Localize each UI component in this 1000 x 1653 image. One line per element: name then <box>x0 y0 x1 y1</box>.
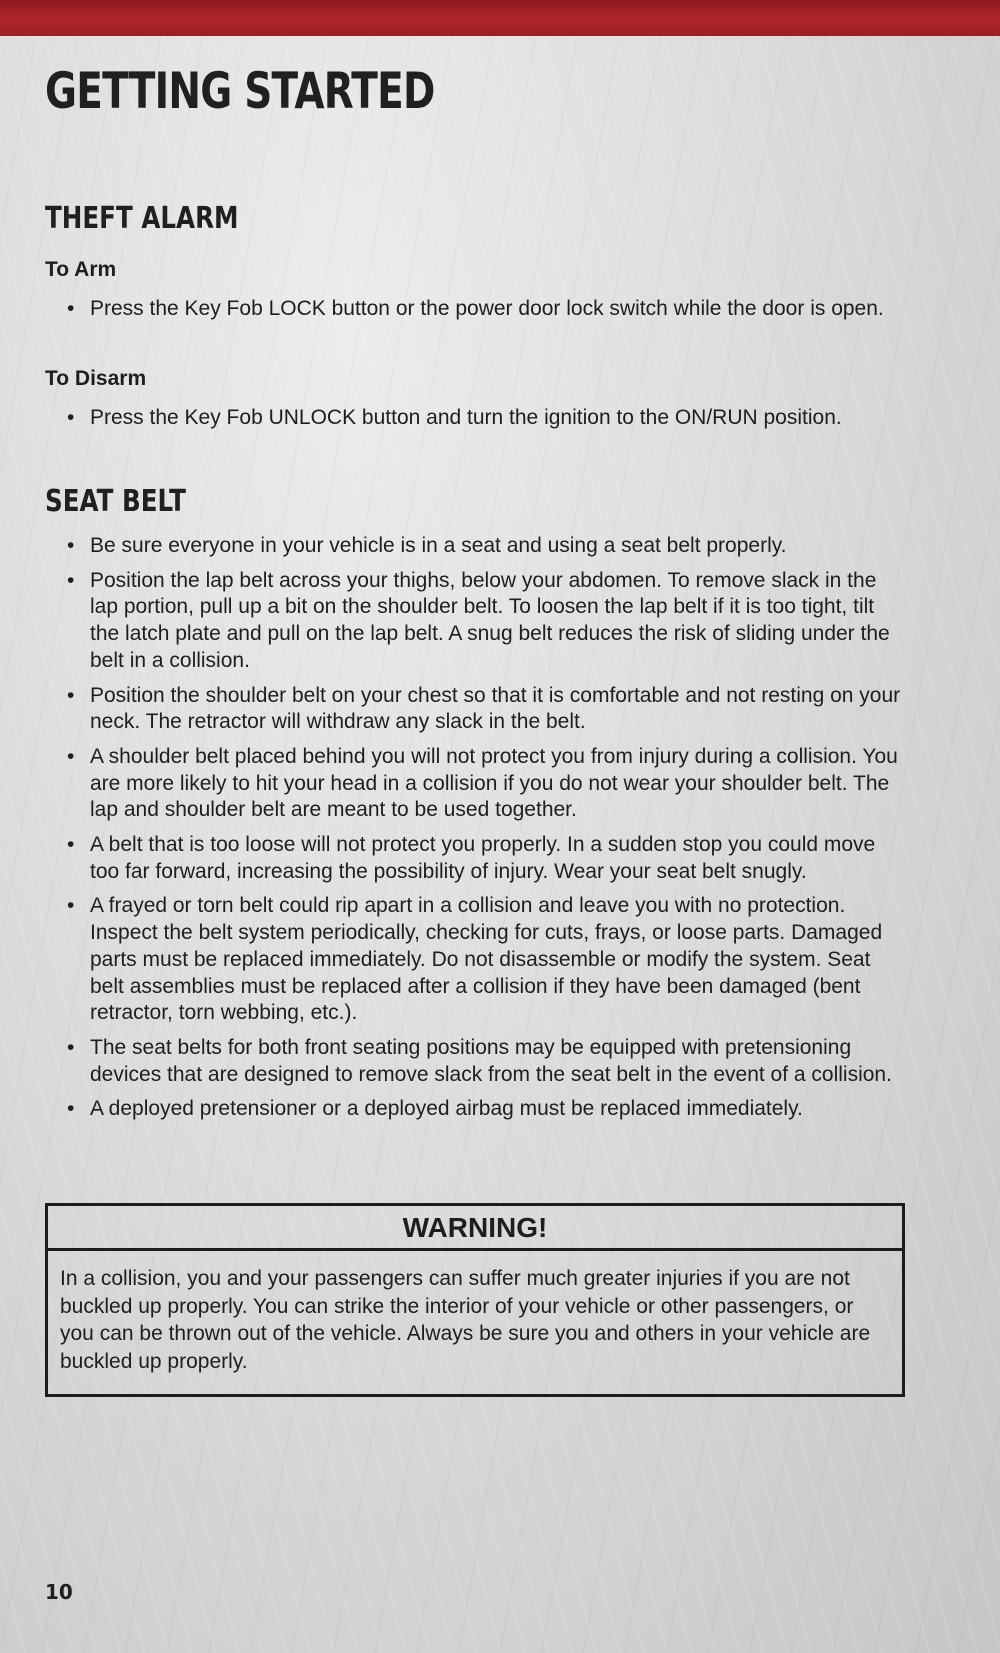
seat-belt-list <box>45 533 905 1131</box>
page-title: GETTING STARTED <box>45 62 435 120</box>
warning-text: In a collision, you and your passengers can suffer much greater injuries if you are not buckled up properly. You can strike the interior of your vehicle or other passengers, or you can be thrown out of the vehicle. Always be sure you and others in your vehicle are buckled up properly. <box>60 1267 871 1373</box>
subheading-to-disarm: To Disarm <box>45 367 147 390</box>
list-item: • Be sure everyone in your vehicle is in a seat and using a seat belt properly. <box>45 533 905 560</box>
list-item: • Press the Key Fob LOCK button or the power door lock switch while the door is open. <box>45 296 905 323</box>
list-item: • Position the lap belt across your thighs, below your abdomen. To remove slack in the lap portion, pull up a bit on the shoulder belt. To loosen the lap belt if it is too tight, tilt the latch plate and pull on the lap belt. A snug belt reduces the risk of sliding under the belt in a collision. <box>45 568 905 675</box>
page-number: 10 <box>45 1580 73 1604</box>
list-item: • The seat belts for both front seating positions may be equipped with pretensioning devices that are designed to remove slack from the seat belt in the event of a collision. <box>45 1035 905 1088</box>
disarm-list <box>45 405 905 440</box>
arm-list <box>45 296 905 331</box>
warning-title: WARNING! <box>48 1206 902 1251</box>
section-heading-seat-belt: SEAT BELT <box>45 484 186 519</box>
subheading-to-arm: To Arm <box>45 258 117 281</box>
list-item: • Position the shoulder belt on your chest so that it is comfortable and not resting on your neck. The retractor will withdraw any slack in the belt. <box>45 683 905 736</box>
top-accent-bar <box>0 0 1000 36</box>
list-item: • A frayed or torn belt could rip apart in a collision and leave you with no protection. Inspect the belt system periodically, checking for cuts, frays, or loose parts. Damaged parts must be replaced immediately. Do not disassemble or modify the system. Seat belt assemblies must be replaced after a collision if they have been damaged (bent retractor, torn webbing, etc.). <box>45 893 905 1027</box>
list-item: • A shoulder belt placed behind you will not protect you from injury during a collision. You are more likely to hit your head in a collision if you do not wear your shoulder belt. The lap and shoulder belt are meant to be used together. <box>45 744 905 824</box>
warning-box <box>45 1203 905 1397</box>
list-item: • Press the Key Fob UNLOCK button and turn the ignition to the ON/RUN position. <box>45 405 905 432</box>
list-item: • A belt that is too loose will not protect you properly. In a sudden stop you could move too far forward, increasing the possibility of injury. Wear your seat belt snugly. <box>45 832 905 885</box>
section-heading-theft-alarm: THEFT ALARM <box>45 201 239 236</box>
list-item: • A deployed pretensioner or a deployed airbag must be replaced immediately. <box>45 1096 905 1123</box>
